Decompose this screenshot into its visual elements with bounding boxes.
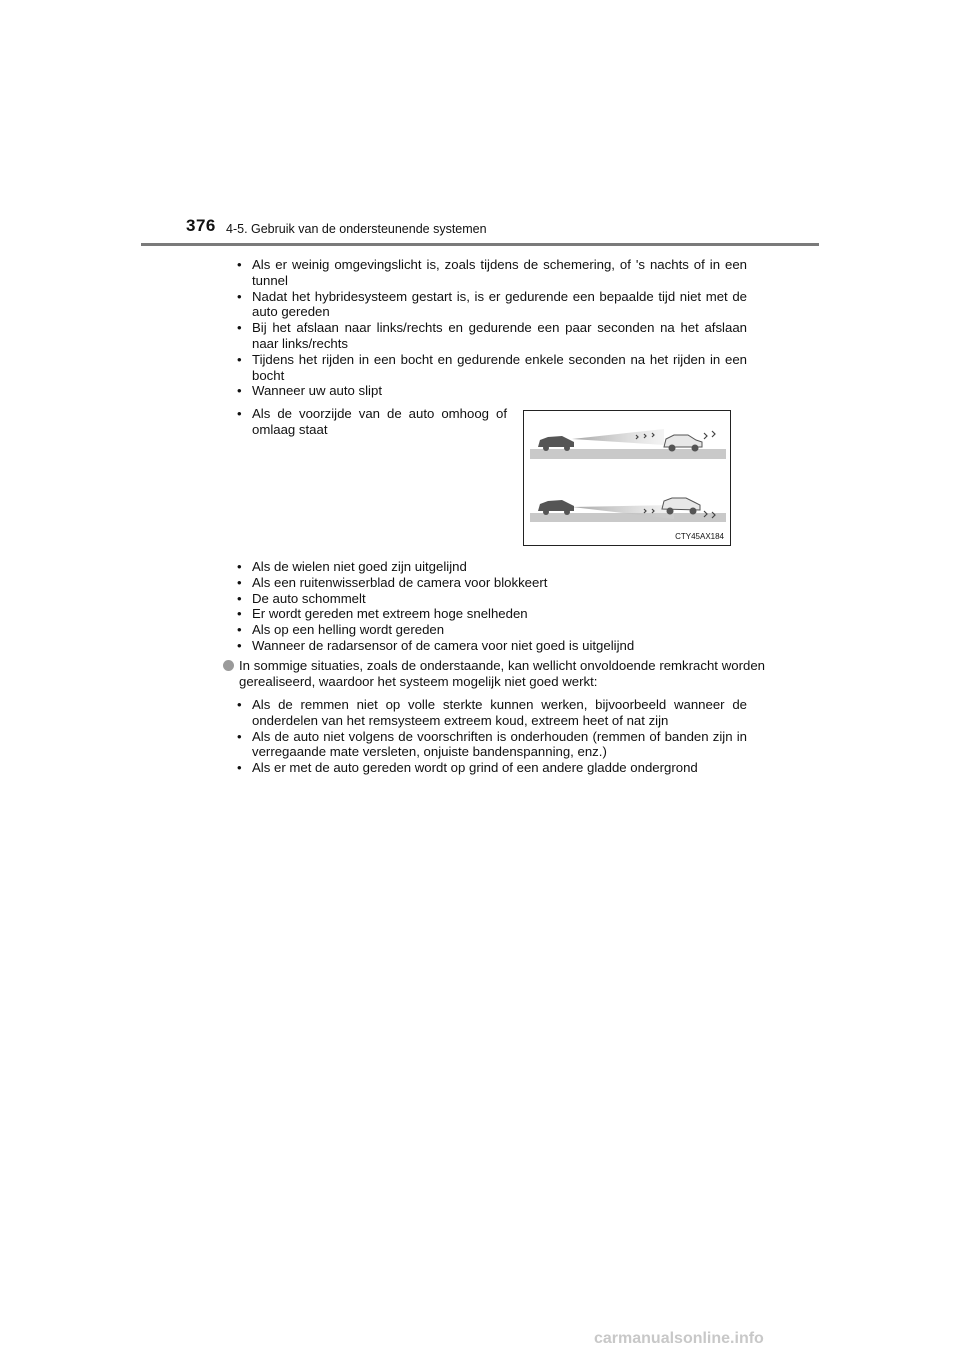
list-item: • Als de voorzijde van de auto omhoog of omlaag staat — [237, 406, 507, 438]
car-radar-icon — [524, 411, 732, 547]
main-bullet-text: In sommige situaties, zoals de onderstaande, kan wellicht onvoldoende remkracht worden gerealiseerd, waardoor het systeem mogelijk niet goed werkt: — [239, 658, 765, 689]
watermark: carmanualsonline.info — [594, 1330, 764, 1347]
car-radar-illustration — [523, 410, 731, 546]
main-bullet-paragraph — [223, 658, 765, 690]
list-item: • De auto schommelt — [237, 591, 747, 607]
list-item: • Als op een helling wordt gereden — [237, 622, 747, 638]
section-title: 4-5. Gebruik van de ondersteunende systemen — [226, 222, 487, 236]
header-divider — [141, 243, 819, 246]
figure-code: CTY45AX184 — [675, 532, 724, 541]
list-item: • Als de remmen niet op volle sterkte kunnen werken, bijvoorbeeld wanneer de onderdelen van het remsysteem extreem koud, extreem heet of nat zijn — [237, 697, 747, 729]
condition-list-2 — [237, 406, 507, 438]
list-item: • Als er weinig omgevingslicht is, zoals tijdens de schemering, of 's nachts of in een tunnel — [237, 257, 747, 289]
list-item: • Nadat het hybridesysteem gestart is, is er gedurende een bepaalde tijd niet met de auto gereden — [237, 289, 747, 321]
list-item: • Als de wielen niet goed zijn uitgelijnd — [237, 559, 747, 575]
condition-list-4 — [237, 697, 747, 776]
list-item: • Tijdens het rijden in een bocht en gedurende enkele seconden na het rijden in een bocht — [237, 352, 747, 384]
bullet-dot-icon — [223, 660, 234, 671]
condition-list-1 — [237, 257, 747, 399]
list-item: • Als de auto niet volgens de voorschriften is onderhouden (remmen of banden zijn in verregaande mate versleten, onjuiste bandenspanning, enz.) — [237, 729, 747, 761]
list-item: • Bij het afslaan naar links/rechts en gedurende een paar seconden na het afslaan naar links/rechts — [237, 320, 747, 352]
list-item: • Er wordt gereden met extreem hoge snelheden — [237, 606, 747, 622]
list-item: • Als een ruitenwisserblad de camera voor blokkeert — [237, 575, 747, 591]
condition-list-3 — [237, 559, 747, 654]
list-item: • Wanneer uw auto slipt — [237, 383, 747, 399]
list-item: • Als er met de auto gereden wordt op grind of een andere gladde ondergrond — [237, 760, 747, 776]
page-number: 376 — [186, 216, 216, 235]
list-item: • Wanneer de radarsensor of de camera voor niet goed is uitgelijnd — [237, 638, 747, 654]
